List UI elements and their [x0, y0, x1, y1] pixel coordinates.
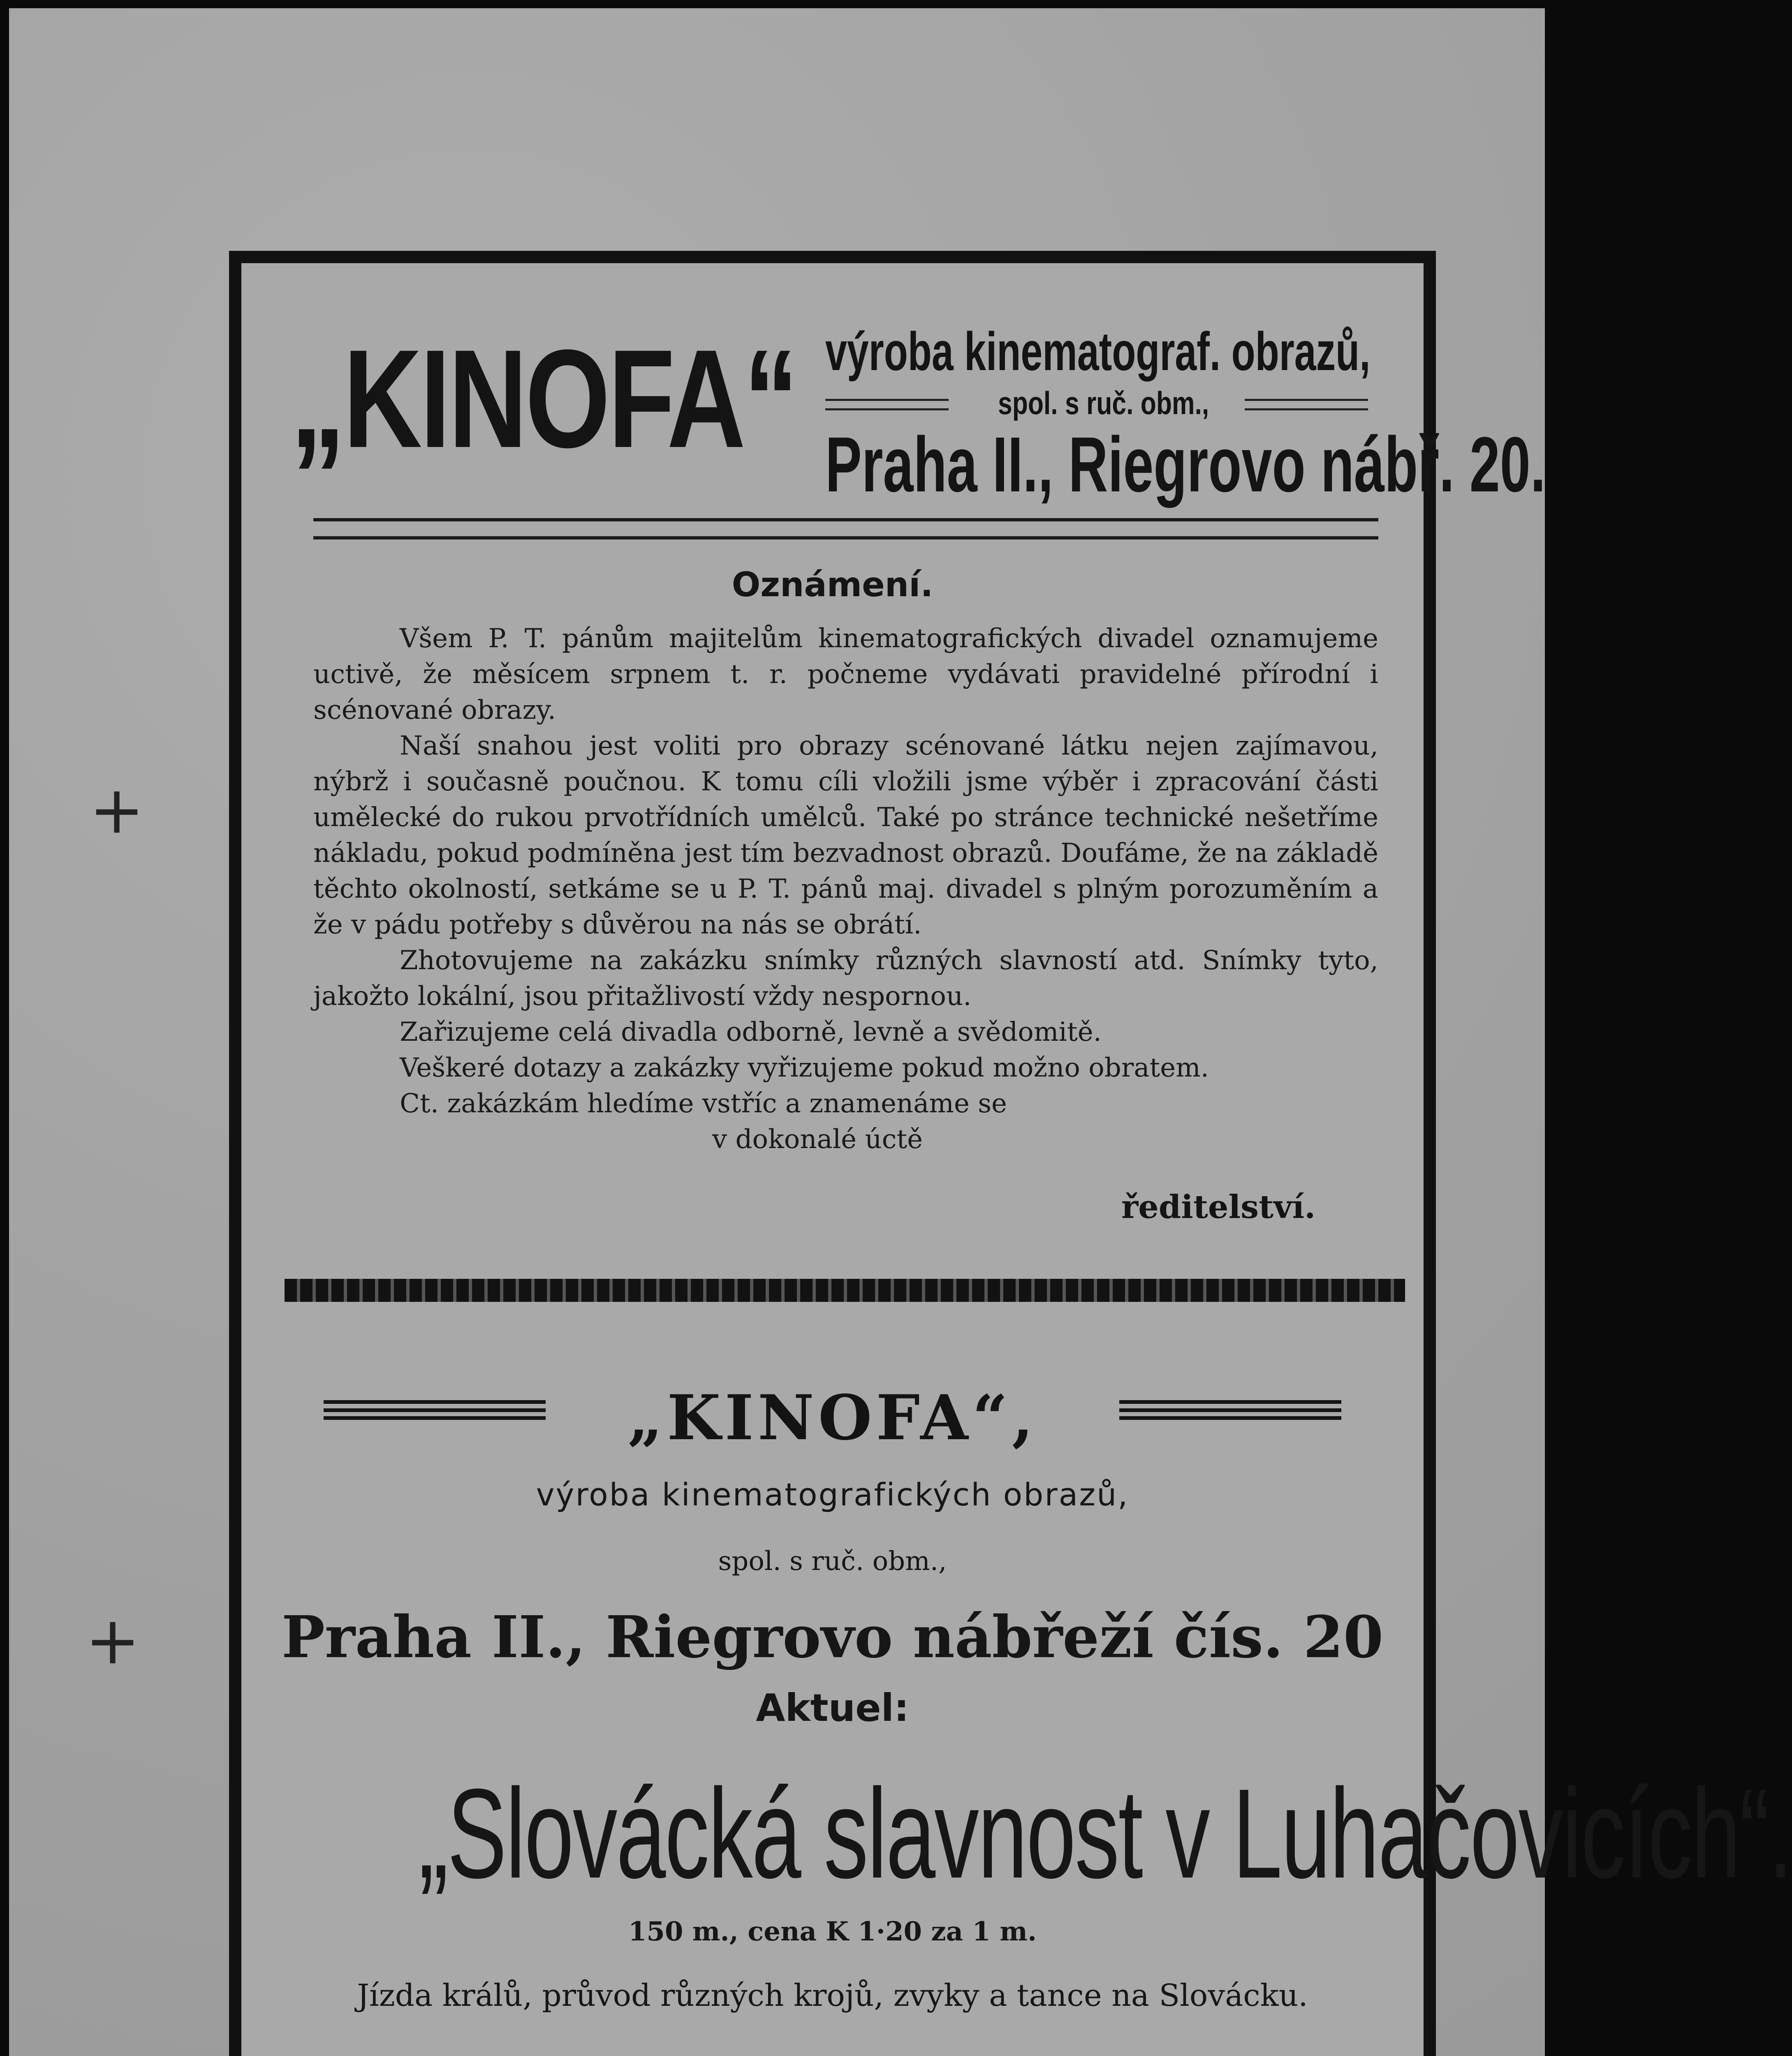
ad-company: spol. s ruč. obm.,: [718, 1546, 947, 1577]
header-company-info: [825, 321, 1546, 508]
ad-address: Praha II., Riegrovo nábřeží čís. 20: [281, 1604, 1384, 1671]
announcement-paragraph: Naší snahou jest voliti pro obrazy scénované látku nejen zajímavou, nýbrž i současně poučnou. K tomu cíli vložili jsme výběr i zpracování části umělecké do rukou prvotřídních umělců. Také po stránce technické nešetříme nákladu, pokud podmíněna jest tím bezvadnost obrazů. Doufáme, že na základě těchto okolností, setkáme se u P. T. pánů maj. divadel s plným porozuměním a že v pádu potřeby s důvěrou na nás se obrátí.: [313, 731, 1378, 940]
announcement-paragraph: Zařizujeme celá divadla odborně, levně a svědomitě.: [400, 1017, 1102, 1047]
announcement-paragraph: Veškeré dotazy a zakázky vyřizujeme pokud možno obratem.: [400, 1053, 1209, 1083]
advertisement-frame: [229, 251, 1792, 2056]
header-production-line: výroba kinematograf. obrazů,: [825, 321, 1371, 382]
announcement-title: Oznámení.: [732, 565, 933, 604]
margin-pencil-mark: +: [85, 1602, 141, 1679]
announcement-closing-respect: v dokonalé úctě: [712, 1124, 923, 1155]
header-address-line: Praha II., Riegrovo nábř. 20.: [825, 421, 1546, 508]
ad-production: výroba kinematografických obrazů,: [536, 1476, 1129, 1513]
ad-name-row: [241, 1382, 1424, 1454]
decorative-dash: [1245, 399, 1368, 410]
decorative-dash: [825, 399, 949, 410]
brand-logo-kinofa: „KINOFA“: [291, 321, 796, 477]
ad-brand-name: „KINOFA“,: [627, 1382, 1038, 1454]
decorative-bars: [1119, 1400, 1341, 1420]
announcement-signature: ředitelství.: [1121, 1188, 1316, 1226]
margin-pencil-mark: +: [89, 771, 145, 848]
newspaper-page: [9, 8, 1792, 2056]
section-separator: [285, 1279, 1405, 1302]
ad-label: Aktuel:: [756, 1686, 909, 1730]
announcement-body: [313, 621, 1378, 1158]
announcement-paragraph: Všem P. T. pánům majitelům kinematografických divadel oznamujeme uctivě, že měsícem srpnem t. r. počneme vydávati pravidelné přírodní i scénované obrazy.: [313, 623, 1378, 725]
header-rule: [313, 518, 1378, 539]
ad-film-title: „Slovácká slavnost v Luhačovicích“.: [419, 1762, 1792, 1905]
announcement-closing: Ct. zakázkám hledíme vstříc a znamenáme se: [400, 1088, 1007, 1119]
header-company-line: [825, 387, 1376, 419]
ad-price: 150 m., cena K 1·20 za 1 m.: [628, 1916, 1037, 1947]
header-company-text: spol. s ruč. obm.,: [998, 385, 1209, 421]
announcement-paragraph: Zhotovujeme na zakázku snímky různých slavností atd. Snímky tyto, jakožto lokální, jsou přitažlivostí vždy nespornou.: [313, 945, 1378, 1012]
ad-description: Jízda králů, průvod různých krojů, zvyky a tance na Slovácku.: [357, 1978, 1308, 2013]
